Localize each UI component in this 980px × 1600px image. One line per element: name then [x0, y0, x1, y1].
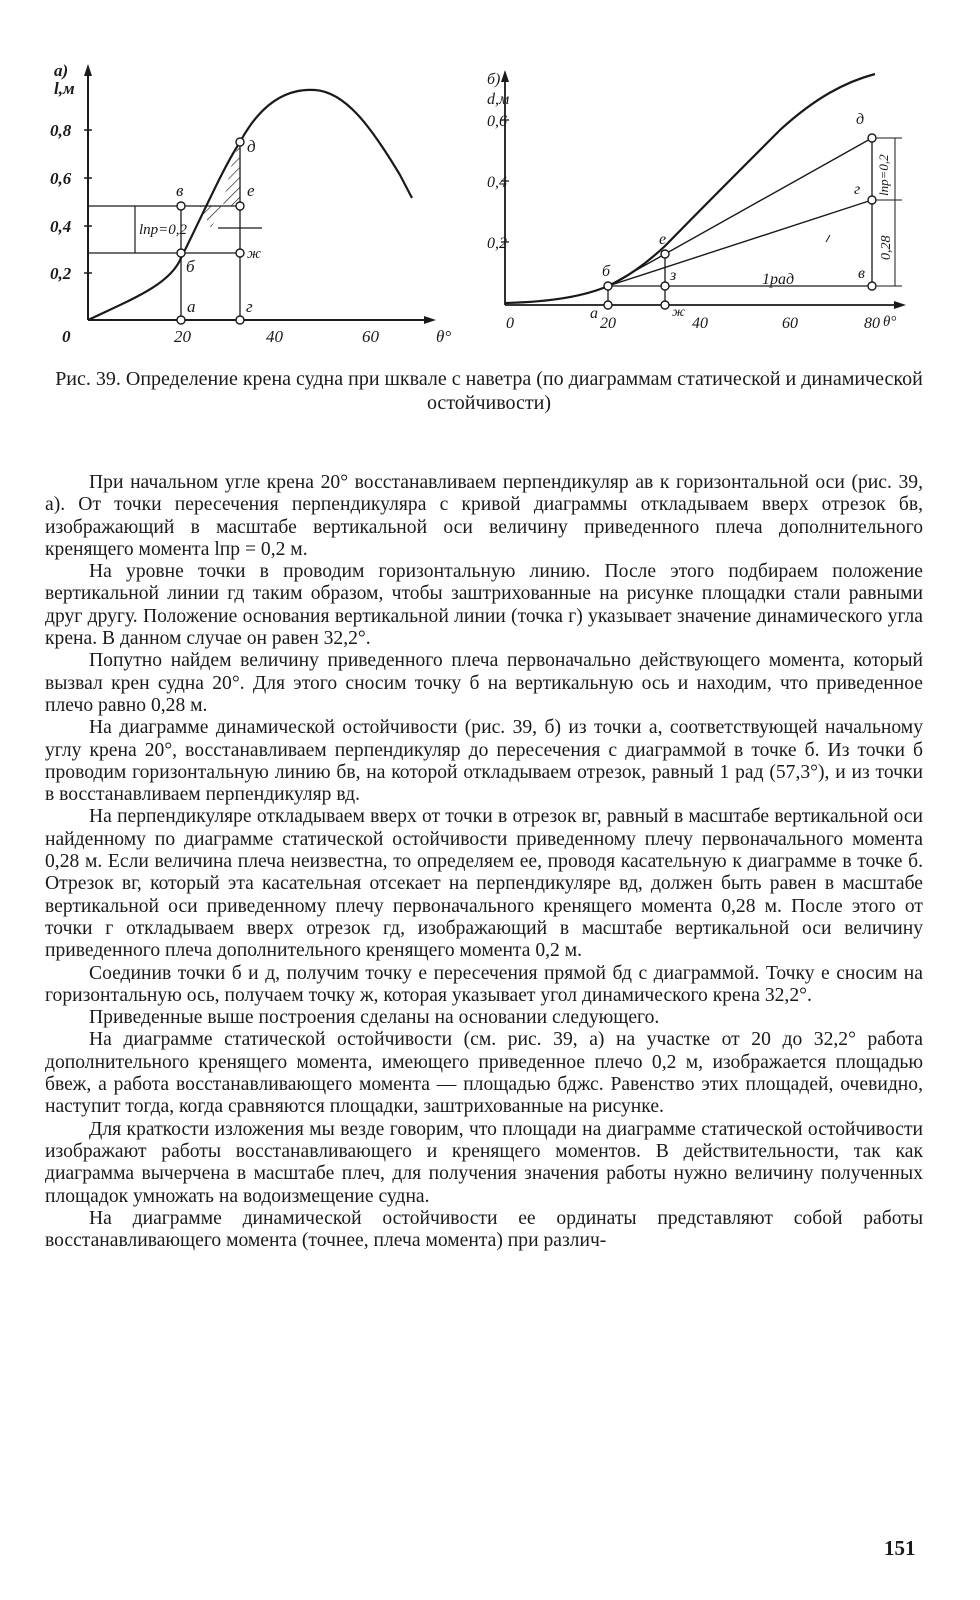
panel-b-point-a	[604, 301, 612, 309]
panel-b-x-axis-label: θ°	[883, 314, 897, 330]
panel-b-point-b	[604, 282, 612, 290]
panel-b-y-axis-label: d,м	[487, 91, 510, 108]
panel-a-x-axis-label: θ°	[436, 327, 452, 346]
paragraph-8: На диаграмме статической остойчивости (см. рис. 39, а) на участке от 20 до 32,2° работа дополнительного кренящего момента, имеющего приведенное плечо 0,2 м, изображается площадью бвеж, а работа восстанавливающего момента — площадью бджс. Равенство этих площадей, очевидно, наступит тогда, когда сравняются площадки, заштрихованные на рисунке.	[45, 1029, 923, 1118]
panel-a-ytick-label-1: 0,6	[50, 169, 72, 188]
panel-b-tick-mark	[826, 235, 830, 242]
panel-b-point-label-zh: ж	[672, 305, 686, 320]
panel-a-xtick-label-2: 60	[362, 327, 379, 346]
paragraph-10: На диаграмме динамической остойчивости ее ординаты представляют собой работы восстанавливающего момента (точнее, плеча момента) при различ-	[45, 1207, 923, 1252]
panel-a-xtick-label-0: 20	[174, 327, 191, 346]
panel-b-point-d	[868, 134, 876, 142]
paragraph-4: На диаграмме динамической остойчивости (рис. 39, б) из точки а, соответствующей начальному углу крена 20°, восстанавливаем перпендикуляр до пересечения с диаграммой в точке б. Из точки б проводим горизонтальную линию бв, на которой откладываем отрезок, равный 1 рад (57,3°), и из точки в восстанавливаем перпендикуляр вд.	[45, 717, 923, 806]
panel-a-point-label-zh: ж	[247, 246, 261, 262]
panel-a-hatch-upper	[223, 140, 240, 206]
panel-b-point-label-a: а	[590, 305, 598, 322]
panel-b-curve	[505, 74, 875, 303]
panel-a-origin-label: 0	[62, 327, 71, 346]
panel-b-point-label-e: е	[659, 231, 667, 248]
panel-b-xtick-label-2: 60	[782, 315, 798, 332]
panel-b-point-label-v: в	[858, 265, 865, 282]
panel-a-ytick-label-3: 0,2	[50, 264, 72, 283]
panel-b-line-bg	[608, 200, 872, 286]
panel-a-curve	[88, 90, 412, 320]
panel-b-xtick-label-1: 40	[692, 315, 708, 332]
panel-a-ytick-label-2: 0,4	[50, 217, 72, 236]
panel-b-point-v	[868, 282, 876, 290]
panel-b	[487, 70, 906, 332]
panel-a-point-g	[236, 316, 244, 324]
panel-b-x-arrow	[894, 301, 906, 309]
panel-a-label: а)	[54, 61, 69, 80]
paragraph-1: При начальном угле крена 20° восстанавливаем перпендикуляр ав к горизонтальной оси (рис. 39, а). От точки пересечения перпендикуляра с кривой диаграммы откладываем вверх отрезок бв, изображающий в масштабе вертикальной оси величину приведенного плеча дополнительного кренящего момента lпр = 0,2 м.	[45, 472, 923, 560]
paragraph-3: Попутно найдем величину приведенного плеча первоначально действующего момента, который вызвал крен судна 20°. Для этого сносим точку б на вертикальную ось и находим, что приведенное плечо равно 0,28 м.	[45, 650, 923, 716]
panel-b-point-g	[868, 196, 876, 204]
panel-b-point-label-z: з	[670, 267, 677, 284]
panel-a-point-b	[177, 249, 185, 257]
panel-b-lpr-label: lпр=0,2	[876, 154, 891, 196]
panel-a-point-label-a: а	[187, 297, 196, 316]
panel-b-ytick-label-2: 0,2	[487, 235, 507, 252]
panel-a-point-d	[236, 138, 244, 146]
panel-b-y-arrow	[501, 70, 509, 82]
panel-a-point-label-g: г	[246, 297, 253, 316]
paragraph-7: Приведенные выше построения сделаны на основании следующего.	[89, 1007, 660, 1029]
panel-b-xtick-label-0: 20	[600, 315, 616, 332]
panel-a-lpr-label: lпр=0,2	[139, 222, 188, 238]
panel-b-point-label-g: г	[854, 181, 861, 198]
panel-a-xtick-label-1: 40	[266, 327, 283, 346]
panel-b-point-label-b: б	[602, 263, 611, 280]
panel-a-point-e	[236, 202, 244, 210]
page-number: 151	[884, 1536, 916, 1560]
paragraph-6: Соединив точки б и д, получим точку е пересечения прямой бд с диаграммой. Точку е сносим на горизонтальную ось, получаем точку ж, которая указывает угол динамического крена 32,2°.	[45, 962, 923, 1006]
paragraph-5: На перпендикуляре откладываем вверх от точки в отрезок вг, равный в масштабе вертикальной оси найденному по диаграмме статической остойчивости приведенному плечу первоначального момента 0,28 м. Если величина плеча неизвестна, то определяем ее, проводя касательную к диаграмме в точке б. Отрезок вг, который эта касательная отсекает на перпендикуляре вд, должен быть равен в масштабе вертикальной оси приведенному плечу первоначального кренящего момента 0,28 м. После этого от точки г откладываем вверх отрезок гд, изображающий в масштабе вертикальной оси величину приведенного плеча дополнительного кренящего момента 0,2 м.	[45, 806, 923, 962]
panel-a-point-label-e: е	[247, 181, 255, 200]
panel-b-point-z	[661, 282, 669, 290]
paragraph-2: На уровне точки в проводим горизонтальную линию. После этого подбираем положение вертикальной линии гд таким образом, чтобы заштрихованные на рисунке площадки стали равными друг другу. Положение основания вертикальной линии (точка г) указывает значение динамического угла крена. В данном случае он равен 32,2°.	[45, 561, 923, 650]
panel-b-rad-label: 1рад	[762, 271, 795, 288]
figure-caption: Рис. 39. Определение крена судна при шквале с наветра (по диаграммам статической и динамической остойчивости)	[55, 368, 923, 414]
panel-a-point-a	[177, 316, 185, 324]
panel-b-origin-label: 0	[506, 315, 514, 332]
panel-a-point-zh	[236, 249, 244, 257]
paragraph-9: Для краткости изложения мы везде говорим, что площади на диаграмме статической остойчивости изображают работы восстанавливающего и кренящего моментов. В действительности, так как диаграмма вычерчена в масштабе плеч, для получения значения работы нужно величину полученных площадок умножать на водоизмещение судна.	[45, 1118, 923, 1207]
panel-b-ytick-label-0: 0,6	[487, 113, 507, 130]
panel-a-point-v	[177, 202, 185, 210]
panel-a	[50, 61, 451, 346]
panel-a-point-label-d: д	[247, 137, 256, 156]
panel-b-line-bd	[608, 138, 872, 286]
panel-b-point-zh	[661, 301, 669, 309]
panel-a-point-label-v: в	[176, 181, 184, 200]
panel-a-point-label-b: б	[186, 257, 195, 276]
body-text	[45, 472, 923, 1252]
figure-39	[40, 60, 940, 360]
panel-b-label: б)	[487, 71, 501, 88]
panel-a-y-axis-label: l,м	[54, 79, 75, 98]
panel-a-ytick-label-0: 0,8	[50, 121, 72, 140]
panel-b-xtick-label-3: 80	[864, 315, 880, 332]
panel-b-ytick-label-1: 0,4	[487, 174, 507, 191]
panel-b-point-label-d: д	[856, 111, 865, 128]
panel-a-y-arrow	[84, 64, 92, 76]
figure-39-svg	[40, 60, 940, 360]
panel-b-value-label: 0,28	[879, 235, 894, 260]
panel-a-x-arrow	[424, 316, 436, 324]
panel-b-point-e	[661, 250, 669, 258]
